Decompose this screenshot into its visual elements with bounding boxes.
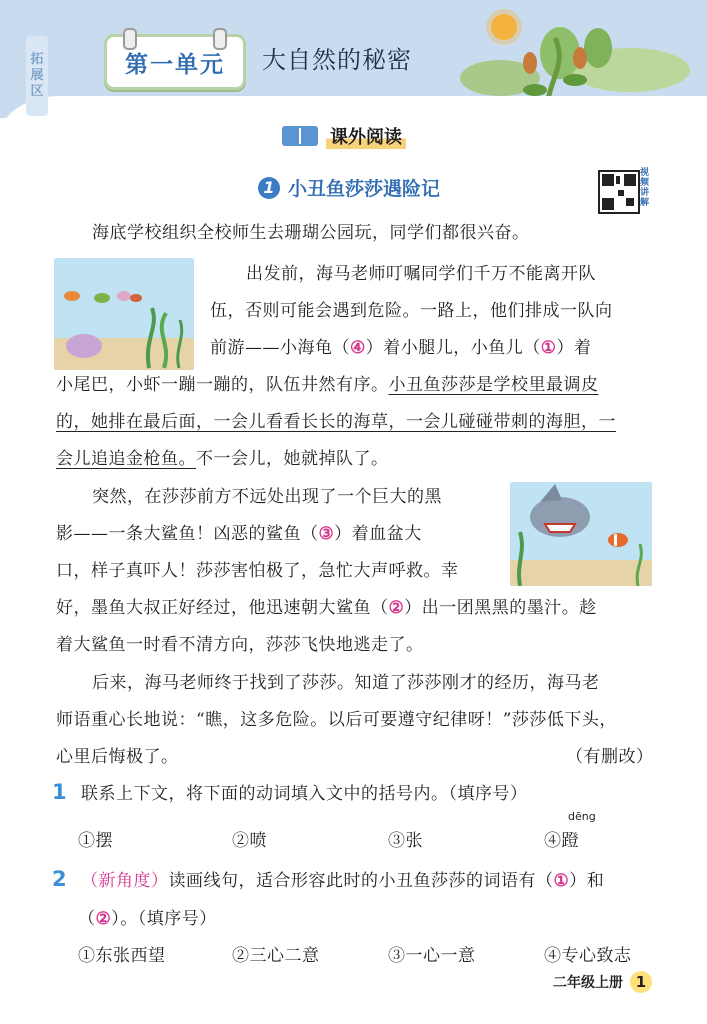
option: ②喷 (232, 831, 267, 851)
grade-label: 二年级上册 (553, 975, 623, 991)
question-2 (52, 866, 604, 891)
underlined-sentence: 会儿追追金枪鱼。 (56, 449, 196, 469)
shark-illustration (510, 482, 652, 586)
paragraph-3-line: 着大鲨鱼一时看不清方向，莎莎飞快地逃走了。 (56, 635, 424, 655)
option: ④专心致志 (544, 946, 632, 966)
text-span: 好，墨鱼大叔正好经过，他迅速朝大鲨鱼（ (56, 598, 389, 618)
unit-label: 第一单元 (125, 51, 225, 78)
side-tab-char: 拓 (30, 52, 44, 67)
paragraph-3-line: 突然，在莎莎前方不远处出现了一个巨大的黑 (92, 487, 442, 507)
option: ②三心二意 (232, 946, 320, 966)
side-tab (26, 36, 48, 116)
paragraph-2-line: 伍，否则可能会遇到危险。一路上，他们排成一队向 (210, 301, 613, 321)
paragraph-3-line: 口，样子真吓人！莎莎害怕极了，急忙大声呼救。幸 (56, 561, 459, 581)
section-label-text: 课外阅读 (326, 123, 406, 149)
question-text: 读画线句，适合形容此时的小丑鱼莎莎的词语有（ (168, 871, 554, 891)
paragraph-4-line: 师语重心长地说：“瞧，这多危险。以后可要遵守纪律呀！”莎莎低下头， (56, 710, 617, 730)
option: ①摆 (78, 831, 113, 851)
option: ③张 (388, 831, 423, 851)
paragraph-2-line (56, 370, 599, 395)
binder-ring-icon (123, 28, 137, 50)
text-span: ）着 (556, 338, 592, 358)
paragraph-4-line: 心里后悔极了。 (56, 747, 179, 767)
question-1 (52, 779, 528, 804)
answer-mark: ① (540, 338, 557, 358)
text-span: ）着血盆大 (334, 524, 422, 544)
answer-mark: ① (553, 871, 570, 891)
question-text: （ (78, 909, 96, 929)
question-number: 2 (52, 867, 68, 891)
section-label (282, 123, 406, 149)
lesson-title (258, 174, 440, 201)
question-2-continued (78, 904, 217, 929)
option: ④蹬 (544, 831, 579, 851)
qr-label: 视频讲解 (640, 168, 650, 208)
side-tab-char: 展 (30, 68, 44, 83)
answer-mark: ④ (350, 338, 366, 358)
text-span: ）出一团黑黑的墨汁。趁 (404, 598, 597, 618)
paragraph-2-line: 出发前，海马老师叮嘱同学们千万不能离开队 (246, 264, 596, 284)
page-number: 1 (630, 971, 652, 993)
text-span: 不一会儿，她就掉队了。 (196, 449, 389, 469)
underlined-sentence: 小丑鱼莎莎是学校里最调皮 (388, 375, 599, 395)
lesson-number: 1 (258, 177, 280, 199)
paragraph-4-line: 后来，海马老师终于找到了莎莎。知道了莎莎刚才的经历，海马老 (92, 673, 600, 693)
question-number: 1 (52, 780, 68, 804)
text-span: 小尾巴，小虾一蹦一蹦的，队伍井然有序。 (56, 375, 389, 395)
option: ③一心一意 (388, 946, 476, 966)
new-angle-tag: （新角度） (81, 871, 169, 891)
answer-mark: ③ (318, 524, 335, 544)
paragraph-2-line (210, 333, 592, 358)
text-span: ）着小腿儿，小鱼儿（ (365, 338, 541, 358)
qr-code-icon[interactable] (598, 170, 640, 214)
question-text: ）和 (569, 871, 605, 891)
option: ①东张西望 (78, 946, 166, 966)
unit-label-box (104, 34, 246, 90)
lesson-title-text: 小丑鱼莎莎遇险记 (288, 178, 441, 200)
seabed-fish-illustration (54, 258, 194, 370)
question-text: ）。（填序号） (111, 909, 217, 929)
binder-ring-icon (213, 28, 227, 50)
book-icon (282, 126, 318, 146)
text-span: 影——一条大鲨鱼！凶恶的鲨鱼（ (56, 524, 319, 544)
text-span: 前游——小海龟（ (210, 338, 350, 358)
paragraph-3-line (56, 593, 597, 618)
paragraph-3-line (56, 519, 422, 544)
paragraph-1: 海底学校组织全校师生去珊瑚公园玩，同学们都很兴奋。 (92, 223, 530, 243)
paragraph-2-line (56, 444, 389, 469)
side-tab-char: 区 (30, 84, 44, 99)
unit-title: 大自然的秘密 (262, 46, 412, 74)
question-text: 联系上下文，将下面的动词填入文中的括号内。（填序号） (81, 784, 528, 804)
answer-mark: ② (388, 598, 405, 618)
underlined-sentence: 的，她排在最后面，一会儿看看长长的海草，一会儿碰碰带刺的海胆，一 (56, 412, 616, 432)
pinyin-annotation: dēng (568, 810, 596, 823)
answer-mark: ② (95, 909, 112, 929)
source-note: （有删改） (566, 747, 654, 767)
